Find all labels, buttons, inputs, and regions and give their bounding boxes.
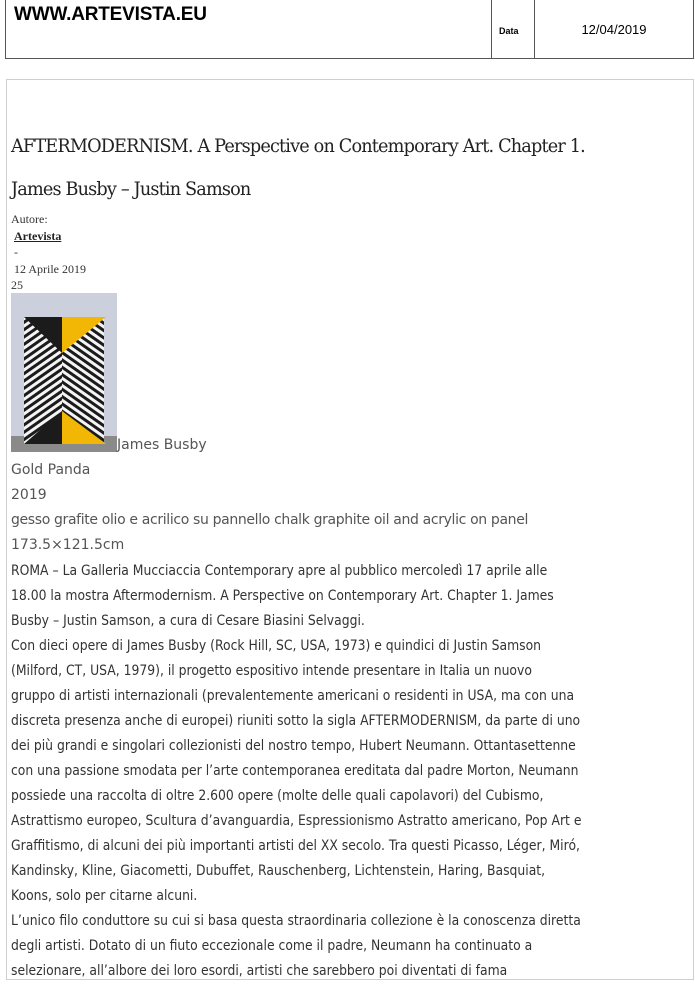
body-line: Astrattismo europeo, Scultura d’avanguardia, Espressionismo Astratto americano, Pop Art e [11,813,582,829]
artwork-medium: gesso grafite olio e acrilico su pannello chalk graphite oil and acrylic on panel [11,512,529,528]
body-line: discreta presenza anche di europei) riuniti sotto la sigla AFTERMODERNISM, da parte di uno [11,713,581,729]
artwork-image [11,293,117,452]
body-line: dei più grandi e singolari collezionisti del nostro tempo, Hubert Neumann. Ottantasettenne [11,738,576,754]
artwork-graphic [11,293,117,452]
artwork-artist: James Busby [117,437,207,453]
body-line: degli artisti. Dotato di un fiuto eccezionale come il padre, Neumann ha continuato a [11,938,533,954]
body-line: ROMA – La Galleria Mucciaccia Contemporary apre al pubblico mercoledì 17 aprile alle [11,563,548,579]
view-count: 25 [11,278,23,292]
header-date: 12/04/2019 [581,22,647,37]
date-label: Data [499,26,519,36]
artwork-size: 173.5×121.5cm [11,537,125,553]
header-divider [491,0,492,58]
article-title: AFTERMODERNISM. A Perspective on Contemporary Art. Chapter 1. [11,135,585,157]
article-body [11,559,695,984]
artwork-year: 2019 [11,487,47,503]
body-line: Koons, solo per citarne alcuni. [11,888,198,904]
masthead [5,0,694,59]
body-line: Con dieci opere di James Busby (Rock Hill, SC, USA, 1973) e quindici di Justin Samson [11,638,542,654]
site-name: WWW.ARTEVISTA.EU [14,4,207,25]
body-line: Kandinsky, Kline, Giacometti, Dubuffet, Rauschenberg, Lichtenstein, Haring, Basquiat, [11,863,546,879]
body-line: 18.00 la mostra Aftermodernism. A Perspective on Contemporary Art. Chapter 1. James [11,588,554,604]
body-line: selezionare, all’albore dei loro esordi, artisti che sarebbero poi diventati di fama [11,963,508,979]
artwork-title: Gold Panda [11,462,91,478]
author-label: Autore: [11,212,48,226]
body-line: (Milford, CT, USA, 1979), il progetto espositivo intende presentare in Italia un nuovo [11,663,532,679]
body-line: L’unico filo conduttore su cui si basa questa straordinaria collezione è la conoscenza diretta [11,913,581,929]
body-line: Graffitismo, di alcuni dei più importanti artisti del XX secolo. Tra questi Picasso, Léger, Miró, [11,838,580,854]
publish-date: 12 Aprile 2019 [14,262,86,276]
body-line: Busby – Justin Samson, a cura di Cesare Biasini Selvaggi. [11,613,365,629]
meta-separator: - [14,245,18,259]
author-link[interactable]: Artevista [14,229,62,243]
body-line: con una passione smodata per l’arte contemporanea ereditata dal padre Morton, Neumann [11,763,579,779]
body-line: possiede una raccolta di oltre 2.600 opere (molte delle quali capolavori) del Cubismo, [11,788,544,804]
article-subtitle: James Busby – Justin Samson [11,178,251,200]
body-line: gruppo di artisti internazionali (prevalentemente americani o residenti in USA, ma con una [11,688,575,704]
